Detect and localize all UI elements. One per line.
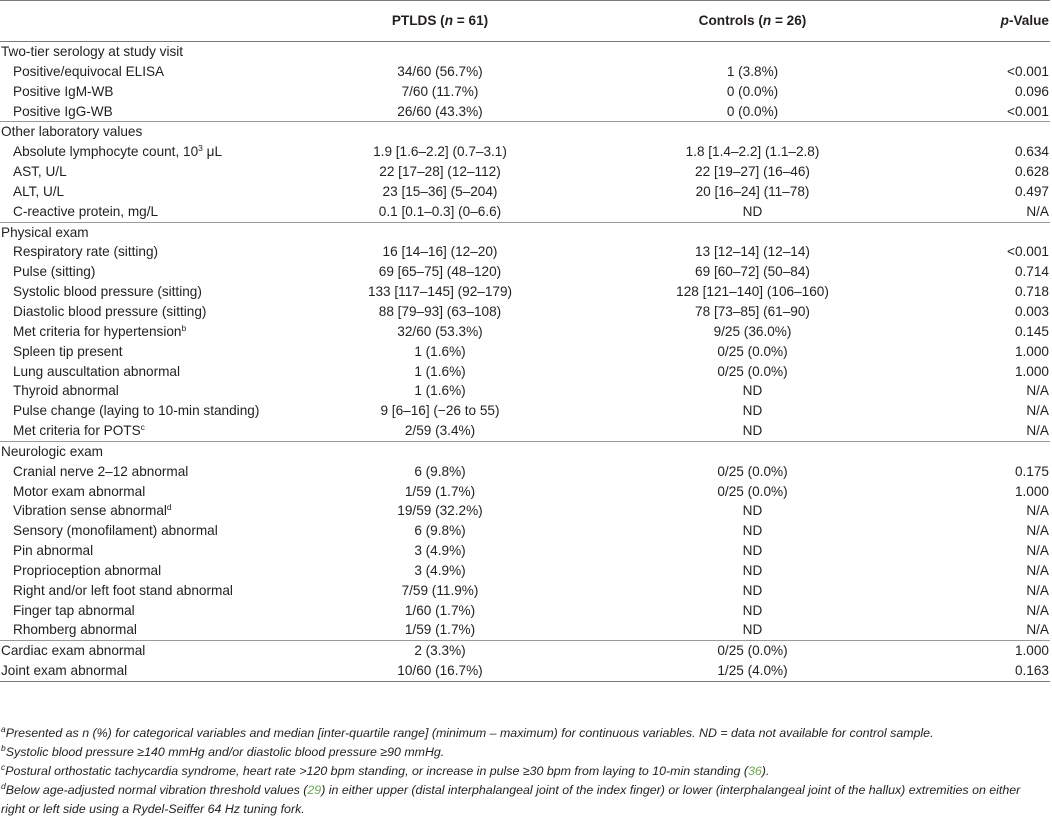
cell-p-value: N/A — [1026, 582, 1049, 598]
cell-ptlds: 1 (1.6%) — [414, 343, 466, 359]
cell-ptlds: 26/60 (43.3%) — [397, 103, 483, 119]
table-row — [0, 601, 1050, 621]
row-label: Sensory (monofilament) abnormal — [13, 523, 218, 539]
row-label: Systolic blood pressure (sitting) — [13, 284, 202, 300]
cell-controls: 1/25 (4.0%) — [580, 661, 925, 681]
cell-p-value: 0.163 — [925, 661, 1050, 681]
table-row — [0, 242, 1050, 262]
cell-ptlds: 7/59 (11.9%) — [401, 582, 479, 598]
table-row — [0, 661, 1050, 681]
row-label: Cardiac exam abnormal — [0, 641, 300, 661]
section-header-row — [0, 441, 1050, 461]
table-row — [0, 182, 1050, 202]
table-row — [0, 202, 1050, 222]
cell-ptlds: 6 (9.8%) — [414, 523, 466, 539]
table-row — [0, 142, 1050, 162]
row-label: Diastolic blood pressure (sitting) — [13, 303, 207, 319]
cell-ptlds: 9 [6–16] (−26 to 55) — [380, 403, 500, 419]
header-ptlds: PTLDS (n = 61) — [300, 1, 580, 42]
row-label: Lung auscultation abnormal — [13, 363, 181, 379]
row-label: Rhomberg abnormal — [13, 622, 137, 638]
table-row — [0, 162, 1050, 182]
section-title: Other laboratory values — [0, 122, 1050, 142]
footnotes — [1, 724, 1041, 819]
cell-controls: ND — [742, 562, 763, 578]
row-label: Respiratory rate (sitting) — [13, 244, 159, 260]
cell-controls: 0/25 (0.0%) — [717, 463, 788, 479]
cell-ptlds: 133 [117–145] (92–179) — [367, 284, 513, 300]
cell-p-value: N/A — [1026, 562, 1049, 578]
cell-controls: ND — [742, 403, 763, 419]
footnote-b: $^b$Systolic blood pressure ≥140 mmHg and/or diastolic blood pressure ≥90 mmHg. — [1, 743, 445, 759]
cell-ptlds: 32/60 (53.3%) — [397, 323, 483, 339]
cell-ptlds: 3 (4.9%) — [414, 562, 466, 578]
cell-ptlds: 1 (1.6%) — [414, 363, 466, 379]
row-label: Proprioception abnormal — [13, 562, 162, 578]
reference-link-29[interactable]: 29 — [307, 783, 322, 797]
footnote-d: $^d$Below age-adjusted normal vibration threshold values (29) in either upper (distal interphalangeal joint of the index finger) or lower (interphalangeal joint of the hallux) extremities on either right or left side using a Rydel-Seiffer 64 Hz tuning fork. — [1, 781, 1021, 816]
cell-controls: ND — [742, 622, 763, 638]
cell-controls: 20 [16–24] (11–78) — [695, 183, 810, 199]
cell-ptlds: 3 (4.9%) — [414, 543, 466, 559]
row-label: Motor exam abnormal — [13, 483, 146, 499]
table-row — [0, 381, 1050, 401]
row-label: Positive/equivocal ELISA — [13, 63, 165, 79]
table-row — [0, 282, 1050, 302]
section-title: Physical exam — [0, 222, 1050, 242]
section-header-row — [0, 42, 1050, 62]
row-label: Absolute lymphocyte count, $10^3$ μL — [13, 143, 223, 160]
footnote-marker: 3 — [198, 143, 203, 154]
cell-controls: ND — [742, 423, 763, 439]
cell-ptlds: 6 (9.8%) — [414, 463, 466, 479]
cell-ptlds: 7/60 (11.7%) — [401, 83, 479, 99]
row-label: Finger tap abnormal — [13, 602, 135, 618]
cell-ptlds: 23 [15–36] (5–204) — [382, 183, 498, 199]
table-row — [0, 262, 1050, 282]
cell-p-value: 0.497 — [1014, 183, 1049, 199]
row-label: Right and/or left foot stand abnormal — [13, 582, 233, 598]
cell-controls: 22 [19–27] (16–46) — [695, 164, 810, 180]
cell-p-value: N/A — [1026, 423, 1049, 439]
cell-p-value: N/A — [1026, 203, 1049, 219]
cell-p-value: 0.634 — [1014, 144, 1049, 160]
cell-ptlds: 1.9 [1.6–2.2] (0.7–3.1) — [373, 144, 507, 160]
cell-ptlds: 88 [79–93] (63–108) — [378, 303, 502, 319]
cell-controls: ND — [742, 203, 763, 219]
cell-p-value: N/A — [1026, 403, 1049, 419]
cell-p-value: 1.000 — [1014, 363, 1049, 379]
table-row — [0, 302, 1050, 322]
table-row — [0, 82, 1050, 102]
table-body — [0, 42, 1050, 682]
section-header-row — [0, 122, 1050, 142]
table-row — [0, 541, 1050, 561]
table-row — [0, 401, 1050, 421]
row-label: Met criteria for POTS$^c$ — [13, 422, 145, 439]
cell-ptlds: 1/60 (1.7%) — [404, 602, 476, 618]
row-label: Spleen tip present — [13, 343, 123, 359]
footnote-marker: d — [166, 502, 172, 513]
header-controls: Controls (n = 26) — [580, 1, 925, 42]
cell-controls: ND — [742, 602, 763, 618]
cell-p-value: 0.628 — [1014, 164, 1049, 180]
cell-controls: 0/25 (0.0%) — [717, 363, 788, 379]
cell-p-value: <0.001 — [1007, 103, 1049, 119]
cell-controls: ND — [742, 523, 763, 539]
table-row — [0, 521, 1050, 541]
table-row — [0, 501, 1050, 521]
section-title: Neurologic exam — [0, 441, 1050, 461]
cell-controls: 0/25 (0.0%) — [717, 483, 788, 499]
cell-ptlds: 22 [17–28] (12–112) — [379, 164, 501, 180]
cell-ptlds: 16 [14–16] (12–20) — [382, 244, 498, 260]
row-label: AST, U/L — [13, 164, 67, 180]
footnote-a: $^a$Presented as n (%) for categorical variables and median [inter-quartile range] (minimum – maximum) for continuous variables. ND = data not available for control sample. — [1, 724, 934, 740]
cell-controls: 1.8 [1.4–2.2] (1.1–2.8) — [685, 144, 820, 160]
cell-controls: 0/25 (0.0%) — [580, 641, 925, 661]
row-label: Joint exam abnormal — [0, 661, 300, 681]
cell-p-value: <0.001 — [1007, 244, 1049, 260]
table-row — [0, 620, 1050, 640]
table-row — [0, 322, 1050, 342]
cell-p-value: N/A — [1026, 622, 1049, 638]
header-variable — [0, 1, 300, 42]
table-row — [0, 342, 1050, 362]
row-label: Met criteria for hypertension$^b$ — [13, 322, 187, 339]
row-label: Vibration sense abnormal$^d$ — [13, 502, 172, 519]
footnote-marker: b — [181, 322, 187, 333]
cell-p-value: 1.000 — [925, 641, 1050, 661]
cell-ptlds: 1 (1.6%) — [414, 383, 466, 399]
cell-controls: ND — [742, 543, 763, 559]
reference-link-36[interactable]: 36 — [747, 764, 762, 778]
cell-controls: 0 (0.0%) — [726, 103, 779, 119]
table-row — [0, 462, 1050, 482]
cell-controls: ND — [742, 582, 763, 598]
cell-p-value: 0.003 — [1014, 303, 1049, 319]
cell-ptlds: 69 [65–75] (48–120) — [378, 264, 502, 280]
cell-p-value: N/A — [1026, 383, 1049, 399]
table-row — [0, 62, 1050, 82]
cell-p-value: 1.000 — [1014, 483, 1049, 499]
cell-p-value: 1.000 — [1014, 343, 1049, 359]
cell-p-value: 0.145 — [1014, 323, 1049, 339]
header-p-value: p-Value — [925, 1, 1050, 42]
row-label: Positive IgG-WB — [13, 103, 113, 119]
cell-controls: 128 [121–140] (106–160) — [676, 284, 829, 300]
table-row — [0, 482, 1050, 502]
cell-controls: 13 [12–14] (12–14) — [695, 244, 810, 260]
cell-p-value: N/A — [1026, 543, 1049, 559]
section-header-row — [0, 222, 1050, 242]
cell-controls: ND — [742, 503, 763, 519]
cell-controls: 78 [73–85] (61–90) — [695, 303, 810, 319]
cell-p-value: N/A — [1026, 503, 1049, 519]
cell-controls: 0 (0.0%) — [726, 83, 779, 99]
row-label: C-reactive protein, mg/L — [13, 203, 159, 219]
row-label: ALT, U/L — [13, 183, 65, 199]
cell-p-value: <0.001 — [1007, 63, 1049, 79]
cell-ptlds: 2/59 (3.4%) — [404, 423, 476, 439]
row-label: Positive IgM-WB — [13, 83, 114, 99]
table-row — [0, 641, 1050, 661]
row-label: Pulse (sitting) — [13, 264, 96, 280]
cell-p-value: 0.096 — [1014, 83, 1049, 99]
cell-ptlds: 10/60 (16.7%) — [300, 661, 580, 681]
footnote-marker: c — [140, 422, 145, 433]
cell-controls: 69 [60–72] (50–84) — [695, 264, 810, 280]
table-row — [0, 561, 1050, 581]
footnote-c: $^c$Postural orthostatic tachycardia syndrome, heart rate >120 bpm standing, or increase in pulse ≥30 bpm from laying to 10-min standing (36). — [1, 762, 770, 778]
table-row — [0, 421, 1050, 441]
cell-ptlds: 19/59 (32.2%) — [397, 503, 483, 519]
header-row — [0, 1, 1050, 42]
cell-controls: ND — [742, 383, 763, 399]
cell-controls: 0/25 (0.0%) — [717, 343, 788, 359]
cell-p-value: N/A — [1026, 602, 1049, 618]
cell-ptlds: 1/59 (1.7%) — [404, 622, 476, 638]
cell-ptlds: 2 (3.3%) — [300, 641, 580, 661]
table-row — [0, 581, 1050, 601]
cell-ptlds: 0.1 [0.1–0.3] (0–6.6) — [378, 203, 502, 219]
cell-ptlds: 34/60 (56.7%) — [397, 63, 483, 79]
row-label: Pin abnormal — [13, 543, 94, 559]
table-row — [0, 102, 1050, 122]
cell-p-value: N/A — [1026, 523, 1049, 539]
table-row — [0, 362, 1050, 382]
cell-ptlds: 1/59 (1.7%) — [404, 483, 476, 499]
cell-p-value: 0.718 — [1014, 284, 1049, 300]
row-label: Cranial nerve 2–12 abnormal — [13, 463, 189, 479]
cell-controls: 9/25 (36.0%) — [713, 323, 792, 339]
row-label: Thyroid abnormal — [13, 383, 119, 399]
row-label: Pulse change (laying to 10-min standing) — [13, 403, 260, 419]
cell-p-value: 0.175 — [1014, 463, 1049, 479]
cell-controls: 1 (3.8%) — [726, 63, 779, 79]
section-title: Two-tier serology at study visit — [1, 44, 184, 59]
cell-p-value: 0.714 — [1014, 264, 1049, 280]
